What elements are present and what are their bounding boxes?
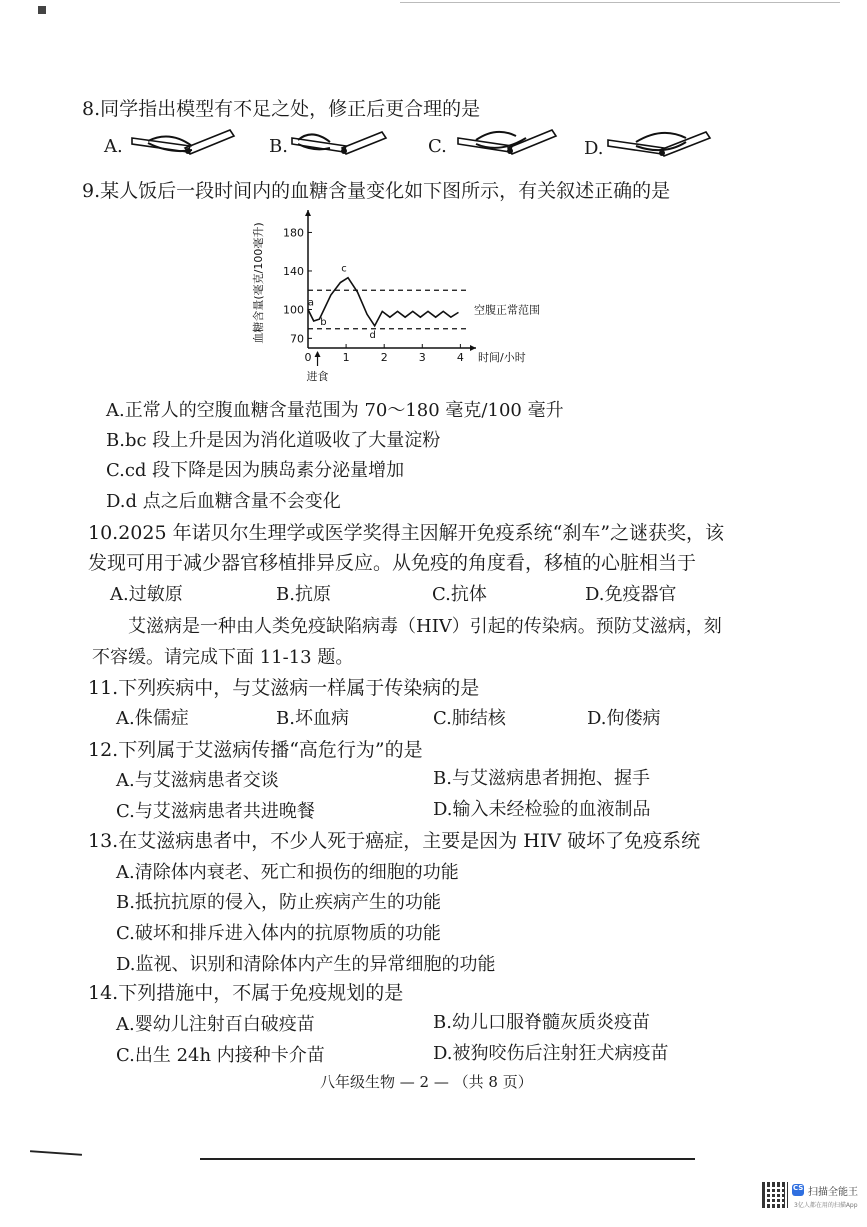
q9-option-a: A.正常人的空腹血糖含量范围为 70～180 毫克/100 毫升 bbox=[106, 400, 564, 421]
q12-option-c: C.与艾滋病患者共进晚餐 bbox=[116, 801, 315, 822]
x-tick-label-2: 2 bbox=[380, 351, 388, 364]
q8-stem: 8.同学指出模型有不足之处，修正后更合理的是 bbox=[82, 98, 481, 120]
meal-label: 进食 bbox=[306, 370, 329, 383]
y-tick-label-100: 100 bbox=[283, 303, 304, 317]
blood-glucose-chart bbox=[240, 210, 580, 385]
point-label-d: d bbox=[369, 329, 376, 341]
qr-code-icon bbox=[762, 1182, 788, 1208]
q13-option-b: B.抵抗抗原的侵入，防止疾病产生的功能 bbox=[116, 892, 441, 913]
q9-stem: 9.某人饭后一段时间内的血糖含量变化如下图所示，有关叙述正确的是 bbox=[82, 180, 671, 202]
q11-stem: 11.下列疾病中，与艾滋病一样属于传染病的是 bbox=[88, 677, 480, 699]
band-label: 空腹正常范围 bbox=[474, 303, 540, 317]
scanner-watermark-title: 扫描全能王 bbox=[808, 1187, 858, 1198]
x-tick-label-0: 0 bbox=[304, 351, 312, 364]
q12-option-b: B.与艾滋病患者拥抱、握手 bbox=[433, 768, 650, 789]
scanner-watermark-subtitle: 3亿人都在用的扫描App bbox=[794, 1202, 858, 1209]
q11-option-a: A.侏儒症 bbox=[116, 708, 189, 729]
q12-stem: 12.下列属于艾滋病传播“高危行为”的是 bbox=[88, 739, 423, 761]
page-footer: 八年级生物 — 2 — （共 8 页） bbox=[320, 1073, 533, 1091]
q8-option-a-label: A. bbox=[104, 136, 123, 157]
q13-option-a: A.清除体内衰老、死亡和损伤的细胞的功能 bbox=[116, 862, 459, 883]
scan-edge-mark bbox=[38, 6, 46, 14]
q11-option-b: B.坏血病 bbox=[276, 708, 349, 729]
q9-option-b: B.bc 段上升是因为消化道吸收了大量淀粉 bbox=[106, 430, 441, 451]
q13-option-c: C.破坏和排斥进入体内的抗原物质的功能 bbox=[116, 923, 441, 944]
scan-bottom-edge-left bbox=[30, 1150, 82, 1156]
passage-line2: 不容缓。请完成下面 11-13 题。 bbox=[92, 647, 354, 668]
scanner-logo-text: CS bbox=[793, 1184, 804, 1192]
x-axis-arrow bbox=[470, 345, 476, 351]
point-label-b: b bbox=[320, 317, 327, 329]
q10-option-a: A.过敏原 bbox=[110, 584, 183, 605]
q14-stem: 14.下列措施中，不属于免疫规划的是 bbox=[88, 982, 404, 1004]
q10-option-b: B.抗原 bbox=[276, 584, 331, 605]
q10-stem-line1: 10.2025 年诺贝尔生理学或医学奖得主因解开免疫系统“刹车”之谜获奖，该 bbox=[88, 522, 725, 544]
y-axis-label: 血糖含量(毫克/100毫升) bbox=[252, 222, 265, 344]
q8-option-c-label: C. bbox=[428, 136, 447, 157]
q13-stem: 13.在艾滋病患者中，不少人死于癌症，主要是因为 HIV 破坏了免疫系统 bbox=[88, 830, 701, 852]
point-label-c: c bbox=[341, 263, 347, 275]
passage-line1: 艾滋病是一种由人类免疫缺陷病毒（HIV）引起的传染病。预防艾滋病，刻 bbox=[128, 616, 722, 637]
q8-option-d-label: D. bbox=[584, 138, 604, 159]
y-tick-label-140: 140 bbox=[283, 264, 304, 278]
q10-option-d: D.免疫器官 bbox=[585, 584, 677, 605]
q9-option-d: D.d 点之后血糖含量不会变化 bbox=[106, 491, 341, 512]
x-tick-label-1: 1 bbox=[342, 351, 350, 364]
q14-option-b: B.幼儿口服脊髓灰质炎疫苗 bbox=[433, 1012, 650, 1033]
glucose-line bbox=[308, 278, 458, 329]
q12-option-d: D.输入未经检验的血液制品 bbox=[433, 799, 651, 820]
x-tick-label-4: 4 bbox=[456, 351, 464, 364]
scan-bottom-edge bbox=[200, 1158, 695, 1160]
scan-edge-line bbox=[400, 2, 840, 3]
point-label-a: a bbox=[307, 297, 315, 309]
x-tick-label-3: 3 bbox=[418, 351, 426, 364]
q11-option-c: C.肺结核 bbox=[433, 708, 506, 729]
q11-option-d: D.佝偻病 bbox=[587, 708, 661, 729]
scanner-logo-icon bbox=[792, 1184, 804, 1196]
q9-option-c: C.cd 段下降是因为胰岛素分泌量增加 bbox=[106, 460, 405, 481]
y-axis-arrow bbox=[305, 210, 311, 216]
x-axis-label: 时间/小时 bbox=[478, 351, 526, 364]
q8-option-d-model-image bbox=[606, 124, 716, 164]
q14-option-d: D.被狗咬伤后注射狂犬病疫苗 bbox=[433, 1043, 669, 1064]
q8-option-b-label: B. bbox=[269, 136, 288, 157]
q13-option-d: D.监视、识别和清除体内产生的异常细胞的功能 bbox=[116, 954, 496, 975]
meal-arrow-head bbox=[315, 351, 321, 357]
q8-option-a-model-image bbox=[130, 126, 240, 164]
q12-option-a: A.与艾滋病患者交谈 bbox=[116, 770, 279, 791]
q8-option-c-model-image bbox=[456, 124, 561, 164]
q8-option-b-model-image bbox=[290, 126, 390, 164]
y-tick-label-70: 70 bbox=[290, 332, 304, 346]
q14-option-a: A.婴幼儿注射百白破疫苗 bbox=[116, 1014, 315, 1035]
q14-option-c: C.出生 24h 内接种卡介苗 bbox=[116, 1045, 325, 1066]
q10-option-c: C.抗体 bbox=[432, 584, 487, 605]
q10-stem-line2: 发现可用于减少器官移植排异反应。从免疫的角度看，移植的心脏相当于 bbox=[88, 552, 697, 574]
y-tick-label-180: 180 bbox=[283, 226, 304, 240]
